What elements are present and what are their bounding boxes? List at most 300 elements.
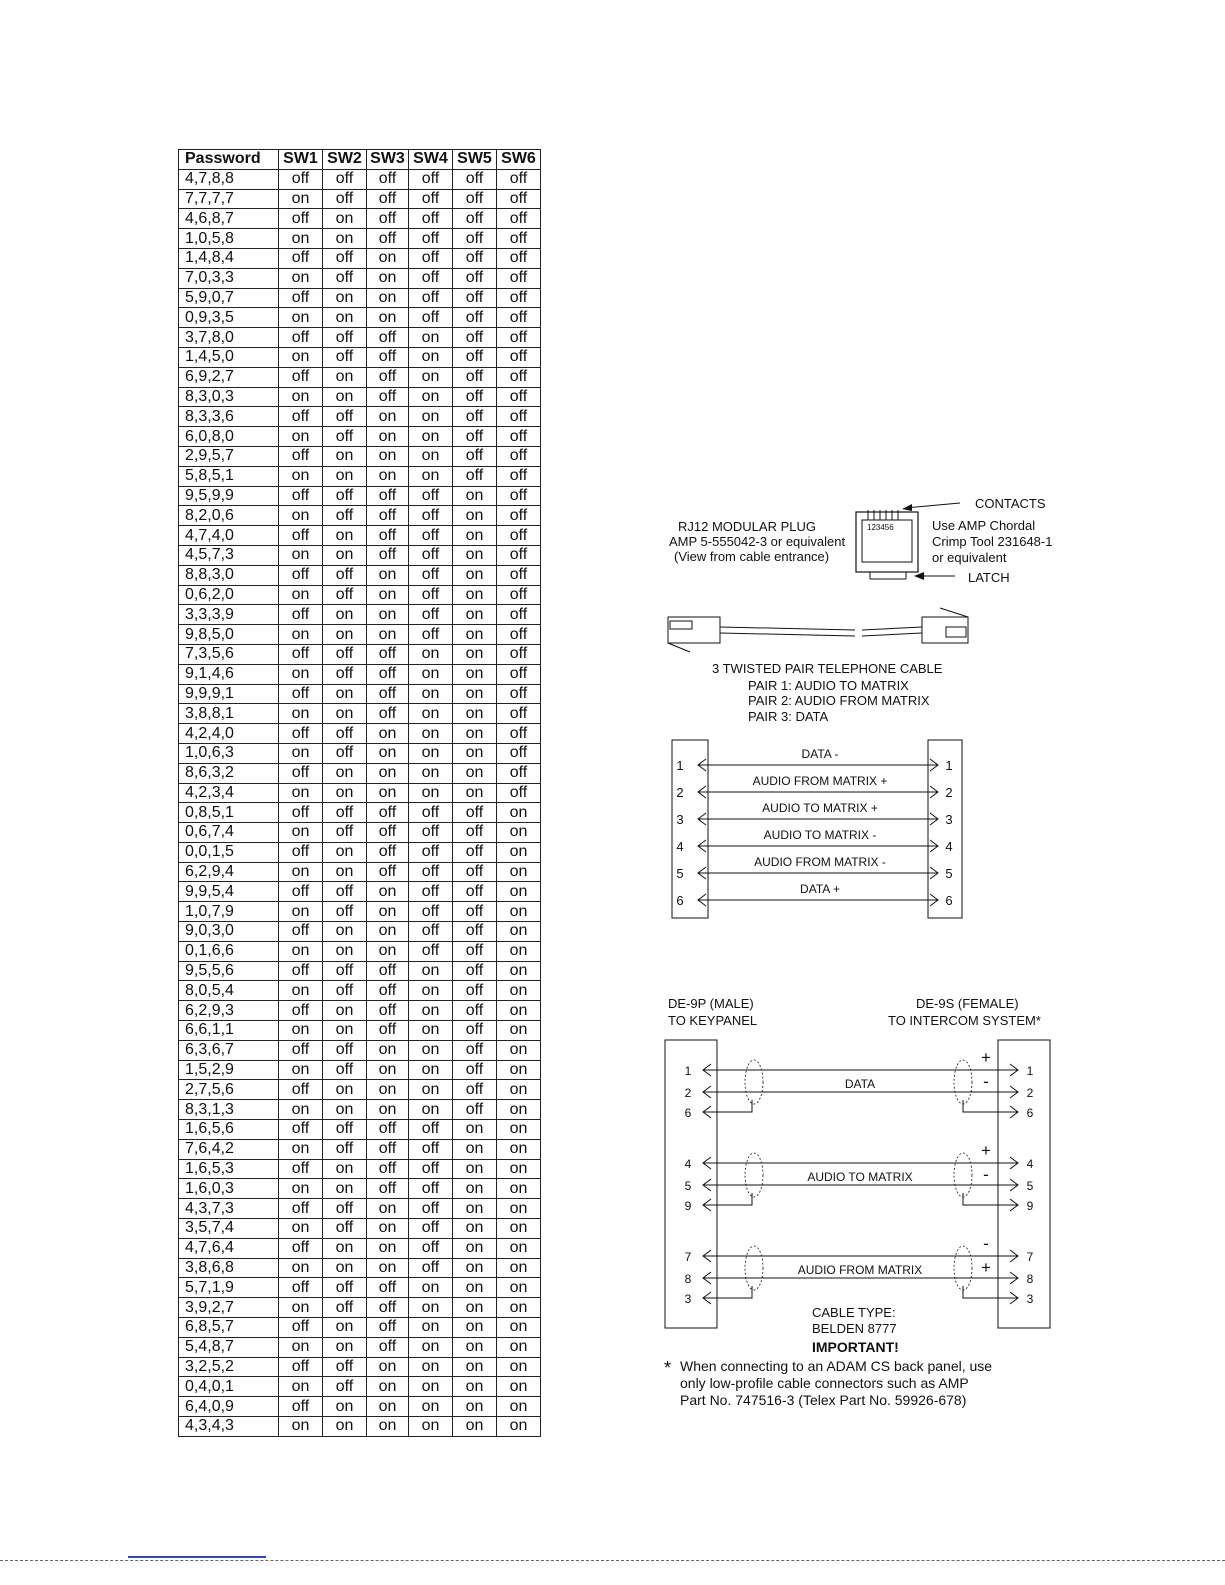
wire-label: AUDIO TO MATRIX + <box>762 801 878 815</box>
shield-drain-wire <box>963 1193 1018 1205</box>
switch-state-cell: on <box>323 1080 367 1100</box>
switch-state-cell: off <box>323 902 367 922</box>
switch-state-cell: on <box>409 427 453 447</box>
switch-state-cell: on <box>323 1417 367 1437</box>
switch-column-header: SW6 <box>497 150 541 170</box>
switch-state-cell: off <box>323 189 367 209</box>
switch-state-cell: off <box>367 545 409 565</box>
cable-label-1: 3 TWISTED PAIR TELEPHONE CABLE <box>712 661 943 676</box>
plug-label-2: AMP 5-555042-3 or equivalent <box>669 534 846 549</box>
switch-state-cell: on <box>367 308 409 328</box>
switch-state-cell: on <box>453 704 497 724</box>
switch-state-cell: off <box>453 347 497 367</box>
switch-state-cell: on <box>497 1199 541 1219</box>
switch-state-cell: on <box>367 565 409 585</box>
table-row <box>179 169 541 189</box>
switch-state-cell: off <box>367 704 409 724</box>
tool-label-3: or equivalent <box>932 550 1007 565</box>
table-row <box>179 1258 541 1278</box>
switch-state-cell: on <box>323 1258 367 1278</box>
switch-state-cell: on <box>323 308 367 328</box>
switch-column-header: SW1 <box>279 150 323 170</box>
switch-state-cell: off <box>323 823 367 843</box>
switch-state-cell: on <box>409 1080 453 1100</box>
switch-state-cell: off <box>409 565 453 585</box>
switch-state-cell: on <box>497 882 541 902</box>
table-row <box>179 1337 541 1357</box>
password-cell: 6,8,5,7 <box>179 1318 279 1338</box>
switch-state-cell: on <box>367 625 409 645</box>
switch-state-cell: on <box>409 1278 453 1298</box>
switch-state-cell: off <box>409 1159 453 1179</box>
plug-label-1: RJ12 MODULAR PLUG <box>678 519 816 534</box>
switch-state-cell: on <box>279 1219 323 1239</box>
switch-state-cell: off <box>409 882 453 902</box>
right-pin-number: 2 <box>945 785 953 800</box>
switch-state-cell: on <box>497 1001 541 1021</box>
password-cell: 6,2,9,4 <box>179 862 279 882</box>
switch-state-cell: on <box>367 605 409 625</box>
signal-pair-label: AUDIO TO MATRIX <box>807 1170 913 1184</box>
table-row <box>179 1159 541 1179</box>
switch-state-cell: on <box>409 763 453 783</box>
switch-state-cell: off <box>279 565 323 585</box>
switch-state-cell: on <box>323 1318 367 1338</box>
switch-state-cell: on <box>497 981 541 1001</box>
switch-state-cell: on <box>409 704 453 724</box>
table-row <box>179 367 541 387</box>
switch-state-cell: on <box>279 1298 323 1318</box>
switch-state-cell: on <box>323 1001 367 1021</box>
switch-state-cell: off <box>497 189 541 209</box>
table-row <box>179 1080 541 1100</box>
wire-label: DATA + <box>800 882 840 896</box>
switch-state-cell: off <box>497 565 541 585</box>
switch-state-cell: on <box>323 1397 367 1417</box>
switch-state-cell: off <box>279 803 323 823</box>
switch-state-cell: on <box>409 724 453 744</box>
switch-state-cell: on <box>323 1159 367 1179</box>
password-cell: 4,3,4,3 <box>179 1417 279 1437</box>
signal-pair-label: DATA <box>844 1077 876 1091</box>
switch-state-cell: off <box>323 882 367 902</box>
switch-state-cell: off <box>409 1199 453 1219</box>
switch-state-cell: on <box>453 743 497 763</box>
switch-state-cell: off <box>323 1357 367 1377</box>
password-cell: 6,3,6,7 <box>179 1040 279 1060</box>
switch-state-cell: on <box>367 1258 409 1278</box>
table-row <box>179 526 541 546</box>
table-row <box>179 1199 541 1219</box>
switch-state-cell: on <box>453 1238 497 1258</box>
switch-state-cell: off <box>279 644 323 664</box>
switch-state-cell: off <box>323 328 367 348</box>
switch-state-cell: off <box>323 1219 367 1239</box>
switch-state-cell: off <box>497 446 541 466</box>
password-cell: 6,4,0,9 <box>179 1397 279 1417</box>
switch-state-cell: on <box>409 1298 453 1318</box>
switch-state-cell: on <box>279 585 323 605</box>
wire-label: AUDIO TO MATRIX - <box>763 828 877 842</box>
table-row <box>179 288 541 308</box>
switch-state-cell: off <box>409 1258 453 1278</box>
table-row <box>179 625 541 645</box>
switch-state-cell: on <box>409 1417 453 1437</box>
switch-state-cell: on <box>323 922 367 942</box>
switch-state-cell: on <box>497 1179 541 1199</box>
switch-state-cell: on <box>453 486 497 506</box>
shield-icon <box>745 1060 763 1104</box>
switch-state-cell: off <box>367 862 409 882</box>
switch-state-cell: on <box>453 1417 497 1437</box>
switch-state-cell: on <box>497 1238 541 1258</box>
table-row <box>179 189 541 209</box>
switch-state-cell: off <box>409 922 453 942</box>
switch-state-cell: on <box>497 1080 541 1100</box>
switch-state-cell: on <box>279 981 323 1001</box>
table-row <box>179 902 541 922</box>
switch-state-cell: off <box>279 1080 323 1100</box>
switch-state-cell: off <box>279 961 323 981</box>
switch-state-cell: on <box>323 466 367 486</box>
switch-state-cell: on <box>279 347 323 367</box>
de9s-pin-number: 4 <box>1026 1157 1034 1171</box>
switch-state-cell: on <box>323 288 367 308</box>
switch-state-cell: off <box>409 1238 453 1258</box>
table-row <box>179 209 541 229</box>
table-row <box>179 803 541 823</box>
switch-state-cell: off <box>409 268 453 288</box>
password-cell: 4,7,8,8 <box>179 169 279 189</box>
tool-label-1: Use AMP Chordal <box>932 518 1036 533</box>
password-cell: 9,5,9,9 <box>179 486 279 506</box>
switch-state-cell: off <box>279 882 323 902</box>
switch-state-cell: on <box>367 922 409 942</box>
switch-state-cell: off <box>367 169 409 189</box>
switch-state-cell: on <box>453 1397 497 1417</box>
table-row <box>179 783 541 803</box>
table-row <box>179 347 541 367</box>
de9p-pin-number: 9 <box>684 1199 692 1213</box>
switch-state-cell: on <box>497 803 541 823</box>
rj12-wiring-diagram <box>660 490 1080 925</box>
switch-state-cell: off <box>497 427 541 447</box>
cable-type-label-1: CABLE TYPE: <box>812 1305 896 1320</box>
switch-state-cell: off <box>323 506 367 526</box>
table-row <box>179 1417 541 1437</box>
switch-state-cell: off <box>367 684 409 704</box>
password-cell: 8,3,3,6 <box>179 407 279 427</box>
switch-state-cell: on <box>453 565 497 585</box>
switch-state-cell: off <box>453 882 497 902</box>
switch-state-cell: off <box>409 862 453 882</box>
switch-state-cell: off <box>453 862 497 882</box>
cable-label-2: PAIR 1: AUDIO TO MATRIX <box>748 678 909 693</box>
de9s-pin-number: 1 <box>1026 1064 1034 1078</box>
switch-state-cell: off <box>497 367 541 387</box>
switch-state-cell: on <box>453 644 497 664</box>
switch-state-cell: off <box>323 724 367 744</box>
table-row <box>179 1357 541 1377</box>
switch-state-cell: on <box>497 842 541 862</box>
password-cell: 8,0,5,4 <box>179 981 279 1001</box>
switch-state-cell: off <box>497 783 541 803</box>
switch-state-cell: off <box>279 328 323 348</box>
password-cell: 2,9,5,7 <box>179 446 279 466</box>
switch-state-cell: off <box>497 763 541 783</box>
switch-state-cell: on <box>323 446 367 466</box>
switch-state-cell: on <box>323 229 367 249</box>
switch-state-cell: off <box>367 1337 409 1357</box>
note-asterisk: * <box>664 1358 672 1378</box>
de9p-pin-number: 5 <box>684 1179 692 1193</box>
switch-state-cell: on <box>497 1337 541 1357</box>
shield-icon <box>954 1153 972 1197</box>
switch-state-cell: on <box>323 941 367 961</box>
switch-column-header: SW2 <box>323 150 367 170</box>
password-cell: 1,6,0,3 <box>179 1179 279 1199</box>
switch-state-cell: off <box>367 209 409 229</box>
de9-wiring-diagram <box>660 990 1080 1430</box>
password-cell: 4,6,8,7 <box>179 209 279 229</box>
table-row <box>179 328 541 348</box>
password-cell: 7,6,4,2 <box>179 1139 279 1159</box>
table-body <box>179 169 541 1436</box>
switch-state-cell: on <box>453 1139 497 1159</box>
de9s-pin-number: 7 <box>1026 1250 1034 1264</box>
table-row <box>179 922 541 942</box>
switch-state-cell: off <box>497 486 541 506</box>
password-cell: 3,8,6,8 <box>179 1258 279 1278</box>
switch-state-cell: off <box>323 1377 367 1397</box>
table-row <box>179 684 541 704</box>
password-cell: 8,3,1,3 <box>179 1100 279 1120</box>
switch-state-cell: off <box>497 743 541 763</box>
switch-state-cell: off <box>323 981 367 1001</box>
password-cell: 1,4,8,4 <box>179 248 279 268</box>
table-row <box>179 1219 541 1239</box>
password-cell: 0,0,1,5 <box>179 842 279 862</box>
table-row <box>179 1278 541 1298</box>
switch-state-cell: off <box>367 823 409 843</box>
switch-state-cell: on <box>367 585 409 605</box>
password-cell: 0,6,2,0 <box>179 585 279 605</box>
switch-state-cell: on <box>497 1318 541 1338</box>
switch-state-cell: off <box>409 189 453 209</box>
switch-state-cell: off <box>409 842 453 862</box>
switch-state-cell: on <box>409 387 453 407</box>
password-cell: 3,2,5,2 <box>179 1357 279 1377</box>
switch-state-cell: on <box>409 1357 453 1377</box>
password-cell: 6,6,1,1 <box>179 1021 279 1041</box>
switch-state-cell: on <box>453 625 497 645</box>
password-cell: 4,5,7,3 <box>179 545 279 565</box>
switch-state-cell: off <box>497 209 541 229</box>
password-cell: 9,9,9,1 <box>179 684 279 704</box>
password-column-header: Password <box>179 150 279 170</box>
switch-state-cell: on <box>497 1258 541 1278</box>
switch-state-cell: off <box>497 169 541 189</box>
switch-state-cell: on <box>323 783 367 803</box>
switch-state-cell: off <box>367 526 409 546</box>
right-pin-number: 3 <box>945 812 953 827</box>
password-cell: 0,9,3,5 <box>179 308 279 328</box>
rj12-plug-face <box>856 512 918 572</box>
switch-state-cell: off <box>497 605 541 625</box>
switch-state-cell: off <box>279 1397 323 1417</box>
switch-state-cell: off <box>323 803 367 823</box>
switch-state-cell: on <box>497 862 541 882</box>
switch-state-cell: off <box>367 387 409 407</box>
switch-state-cell: on <box>279 1021 323 1041</box>
switch-state-cell: off <box>367 981 409 1001</box>
switch-state-cell: off <box>367 1001 409 1021</box>
switch-state-cell: on <box>279 427 323 447</box>
shield-icon <box>745 1246 763 1290</box>
switch-state-cell: off <box>409 288 453 308</box>
telephone-cable-drawing <box>668 608 968 652</box>
switch-state-cell: off <box>409 526 453 546</box>
password-cell: 3,8,8,1 <box>179 704 279 724</box>
switch-state-cell: off <box>453 1001 497 1021</box>
table-row <box>179 1120 541 1140</box>
switch-state-cell: off <box>323 1298 367 1318</box>
contacts-label: CONTACTS <box>975 496 1046 511</box>
note-line-3: Part No. 747516-3 (Telex Part No. 59926-678) <box>680 1392 967 1408</box>
switch-state-cell: off <box>453 1060 497 1080</box>
password-cell: 1,4,5,0 <box>179 347 279 367</box>
switch-state-cell: off <box>409 585 453 605</box>
table-row <box>179 862 541 882</box>
password-cell: 4,7,4,0 <box>179 526 279 546</box>
switch-state-cell: on <box>323 1179 367 1199</box>
switch-state-cell: on <box>279 268 323 288</box>
switch-state-cell: on <box>453 545 497 565</box>
switch-state-cell: on <box>497 961 541 981</box>
switch-state-cell: off <box>279 288 323 308</box>
switch-state-cell: on <box>453 684 497 704</box>
switch-state-cell: off <box>409 209 453 229</box>
switch-state-cell: off <box>279 209 323 229</box>
switch-state-cell: on <box>409 783 453 803</box>
switch-state-cell: off <box>409 1139 453 1159</box>
switch-state-cell: on <box>367 763 409 783</box>
switch-state-cell: on <box>497 902 541 922</box>
password-cell: 3,5,7,4 <box>179 1219 279 1239</box>
switch-state-cell: off <box>453 466 497 486</box>
switch-state-cell: on <box>367 1060 409 1080</box>
table-row <box>179 1100 541 1120</box>
switch-state-cell: on <box>279 902 323 922</box>
switch-state-cell: off <box>367 229 409 249</box>
switch-state-cell: off <box>453 961 497 981</box>
switch-state-cell: on <box>409 981 453 1001</box>
switch-state-cell: off <box>323 1278 367 1298</box>
de9p-pin-number: 2 <box>684 1086 692 1100</box>
switch-state-cell: off <box>367 1278 409 1298</box>
switch-state-cell: off <box>497 664 541 684</box>
password-cell: 0,4,0,1 <box>179 1377 279 1397</box>
switch-state-cell: off <box>367 506 409 526</box>
switch-state-cell: on <box>409 446 453 466</box>
password-cell: 9,9,5,4 <box>179 882 279 902</box>
switch-state-cell: on <box>497 1219 541 1239</box>
table-row <box>179 248 541 268</box>
switch-state-cell: on <box>323 842 367 862</box>
switch-state-cell: off <box>497 625 541 645</box>
switch-state-cell: off <box>367 189 409 209</box>
switch-state-cell: off <box>279 763 323 783</box>
switch-state-cell: off <box>279 605 323 625</box>
table-row <box>179 664 541 684</box>
table-row <box>179 724 541 744</box>
table-row <box>179 506 541 526</box>
switch-state-cell: off <box>367 1139 409 1159</box>
switch-state-cell: off <box>367 842 409 862</box>
switch-state-cell: on <box>367 1100 409 1120</box>
switch-state-cell: on <box>497 1021 541 1041</box>
switch-state-cell: on <box>367 882 409 902</box>
switch-state-cell: off <box>497 308 541 328</box>
switch-state-cell: off <box>279 1001 323 1021</box>
table-row <box>179 427 541 447</box>
switch-state-cell: on <box>323 704 367 724</box>
switch-state-cell: on <box>323 1100 367 1120</box>
de9s-label-2: TO INTERCOM SYSTEM* <box>888 1013 1041 1028</box>
password-cell: 4,2,3,4 <box>179 783 279 803</box>
switch-state-cell: on <box>279 823 323 843</box>
switch-state-cell: off <box>497 644 541 664</box>
switch-state-cell: on <box>409 1100 453 1120</box>
password-cell: 7,3,5,6 <box>179 644 279 664</box>
password-cell: 3,3,3,9 <box>179 605 279 625</box>
switch-state-cell: on <box>497 1139 541 1159</box>
switch-state-cell: on <box>497 1397 541 1417</box>
switch-state-cell: off <box>409 229 453 249</box>
switch-state-cell: on <box>367 1417 409 1437</box>
switch-state-cell: on <box>323 1337 367 1357</box>
switch-state-cell: off <box>323 743 367 763</box>
switch-state-cell: off <box>367 1318 409 1338</box>
de9p-pin-number: 1 <box>684 1064 692 1078</box>
switch-state-cell: on <box>409 961 453 981</box>
switch-state-cell: off <box>497 347 541 367</box>
switch-state-cell: on <box>409 1318 453 1338</box>
table-row <box>179 268 541 288</box>
password-cell: 1,5,2,9 <box>179 1060 279 1080</box>
switch-state-cell: on <box>497 1100 541 1120</box>
de9p-pin-number: 3 <box>684 1292 692 1306</box>
switch-state-cell: on <box>367 1040 409 1060</box>
table-row <box>179 466 541 486</box>
switch-state-cell: off <box>497 526 541 546</box>
switch-state-cell: off <box>453 1040 497 1060</box>
switch-state-cell: on <box>279 466 323 486</box>
switch-state-cell: off <box>453 803 497 823</box>
shield-icon <box>954 1246 972 1290</box>
switch-state-cell: off <box>367 347 409 367</box>
switch-state-cell: on <box>497 823 541 843</box>
switch-state-cell: on <box>409 644 453 664</box>
switch-state-cell: off <box>497 288 541 308</box>
left-pin-number: 3 <box>676 812 684 827</box>
switch-state-cell: on <box>367 783 409 803</box>
rj12-pin-numbers: 123456 <box>867 523 894 532</box>
switch-state-cell: off <box>323 585 367 605</box>
password-cell: 0,6,7,4 <box>179 823 279 843</box>
switch-state-cell: off <box>279 526 323 546</box>
table-row <box>179 704 541 724</box>
